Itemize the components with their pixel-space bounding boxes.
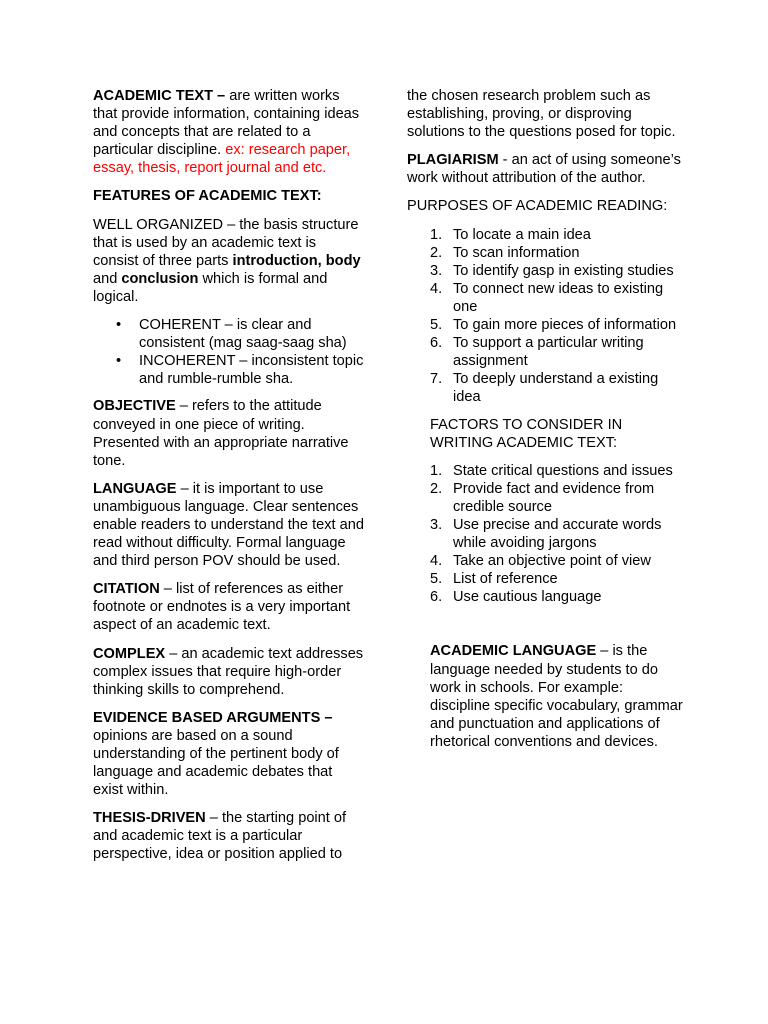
bullet-item-incoherent: • INCOHERENT – inconsistent topic and rumble-rumble sha. (93, 352, 365, 388)
list-item: 1. To locate a main idea (430, 226, 591, 243)
objective-paragraph: OBJECTIVE – refers to the attitude conveyed in one piece of writing. Presented with an appropriate narrative tone. (93, 398, 349, 469)
coherence-bullet-list (93, 316, 365, 388)
evidence-paragraph: EVIDENCE BASED ARGUMENTS – opinions are based on a sound understanding of the pertinent body of language and academic debates that exist within. (93, 709, 339, 799)
list-item: 6. To support a particular writing assignment (430, 335, 644, 370)
list-item: 2. Provide fact and evidence from credible source (430, 480, 655, 515)
academic-language-paragraph: ACADEMIC LANGUAGE – is the language needed by students to do work in schools. For example: discipline specific vocabulary, grammar and punctuation and applications of rhetorical conventions and devices. (430, 643, 683, 750)
thesis-paragraph: THESIS-DRIVEN – the starting point of and academic text is a particular perspective, idea or position applied to (93, 810, 347, 863)
factors-heading: FACTORS TO CONSIDER IN WRITING ACADEMIC TEXT: (430, 416, 623, 451)
purposes-list (407, 226, 687, 407)
citation-paragraph: CITATION – list of references as either footnote or endnotes is a very important aspect of an academic text. (93, 581, 351, 634)
list-item: 3. To identify gasp in existing studies (430, 262, 674, 279)
purposes-heading: PURPOSES OF ACADEMIC READING: (407, 198, 668, 215)
list-item: 5. List of reference (430, 571, 558, 588)
list-item: 1. State critical questions and issues (430, 462, 673, 479)
factors-list (407, 462, 687, 607)
list-item: 6. Use cautious language (430, 589, 602, 606)
academic-text-examples: ex: research paper, essay, thesis, report journal and etc. (93, 142, 351, 177)
features-heading: FEATURES OF ACADEMIC TEXT: (93, 188, 322, 205)
language-paragraph: LANGUAGE – it is important to use unambiguous language. Clear sentences enable readers to understand the text and read without difficulty. Formal language and third person POV should be used. (93, 480, 364, 570)
list-item: 4. To connect new ideas to existing one (430, 280, 664, 315)
academic-text-body: are written works that provide information, containing ideas and concepts that are related to a particular discipline. (93, 88, 360, 159)
list-item: 4. Take an objective point of view (430, 553, 651, 570)
plagiarism-paragraph: PLAGIARISM - an act of using someone’s work without attribution of the author. (407, 152, 681, 187)
list-item: 7. To deeply understand a existing idea (430, 371, 659, 406)
academic-text-paragraph (93, 87, 365, 177)
list-item: 5. To gain more pieces of information (430, 317, 677, 334)
left-column (93, 87, 365, 874)
list-item: 2. To scan information (430, 244, 580, 261)
complex-paragraph: COMPLEX – an academic text addresses complex issues that require high-order thinking skills to comprehend. (93, 645, 364, 698)
well-organized-paragraph: WELL ORGANIZED – the basis structure that is used by an academic text is consist of three parts introduction, body and conclusion which is formal and logical. (93, 216, 361, 305)
list-item: 3. Use precise and accurate words while avoiding jargons (430, 516, 662, 552)
academic-text-term: ACADEMIC TEXT – (93, 88, 226, 104)
right-column (407, 87, 687, 761)
bullet-item-coherent: • COHERENT – is clear and consistent (mag saag-saag sha) (93, 316, 365, 352)
thesis-continuation: the chosen research problem such as establishing, proving, or disproving solutions to the questions posed for topic. (407, 88, 676, 141)
